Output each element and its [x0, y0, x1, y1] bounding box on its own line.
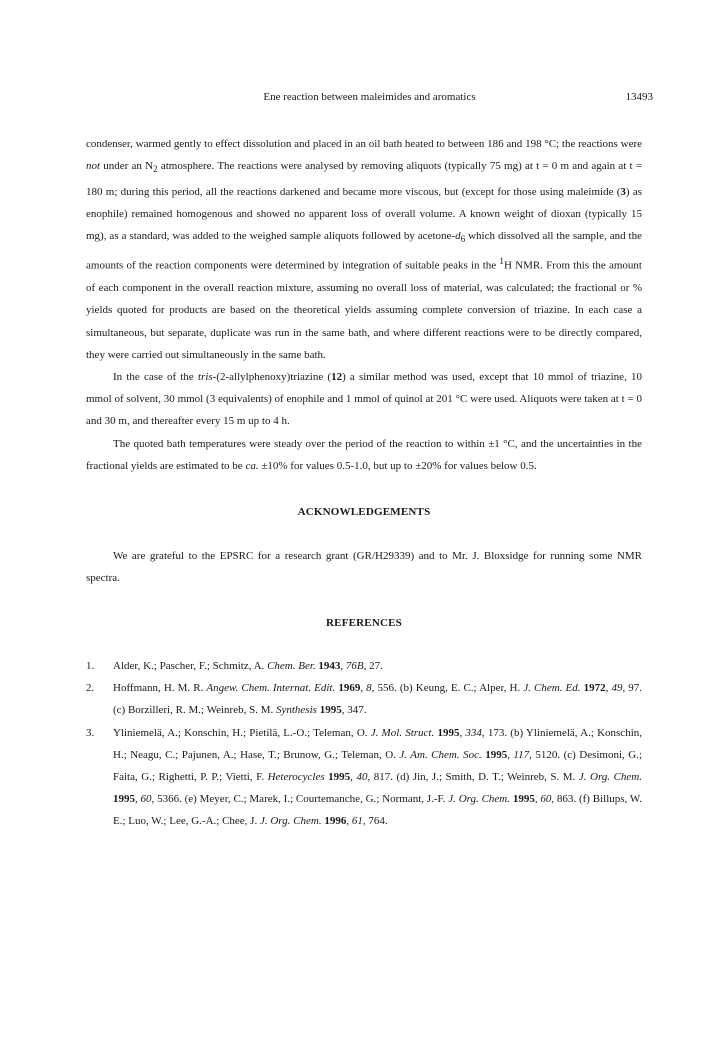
reference-item: 3. Yliniemelä, A.; Konschin, H.; Pietilä, L.-O.; Teleman, O. J. Mol. Struct. 1995, 334, 173. (b) Yliniemelä, A.; Konschin, H.; Neagu, C.; Pajunen, A.; Hase, T.; Brunow, G.; Teleman, O. J. Am. Chem. Soc. 1995, 117, 5120. (c) Desimoni, G.; Faita, G.; Righetti, P. P.; Vietti, F. Heterocycles 1995, 40, 817. (d) Jin, J.; Smith, D. T.; Weinreb, S. M. J. Org. Chem. 1995, 60, 5366. (e) Meyer, C.; Marek, I.; Courtemanche, G.; Normant, J.-F. J. Org. Chem. 1995, 60, 863. (f) Billups, W. E.; Luo, W.; Lee, G.-A.; Chee, J. J. Org. Chem. 1996, 61, 764. — [86, 726, 643, 828]
acknowledgements-heading: ACKNOWLEDGEMENTS — [297, 506, 431, 519]
running-header — [86, 91, 653, 107]
running-title: Ene reaction between maleimides and aromatics — [263, 91, 476, 103]
acknowledgements-text: We are grateful to the EPSRC for a research grant (GR/H29339) and to Mr. J. Bloxsidge for running some NMR spectra. — [86, 550, 642, 585]
page-number: 13493 — [625, 91, 653, 103]
references-heading: REFERENCES — [326, 616, 402, 629]
page-body — [86, 133, 642, 833]
reference-list — [86, 655, 642, 833]
paragraph-uncertainties: The quoted bath temperatures were steady over the period of the reaction to within ±1 °C, and the uncertainties in the fractional yields are estimated to be ca. ±10% for values 0.5-1.0, but up to ±20% for values below 0.5. — [86, 437, 642, 472]
paragraph-triazine-method: In the case of the tris-(2-allylphenoxy)triazine (12) a similar method was used, except that 10 mmol of triazine, 10 mmol of solvent, 30 mmol (3 equivalents) of enophile and 1 mmol of quinol at 201 °C were used. Aliquots were taken at t = 0 and 30 m, and thereafter every 15 m up to 4 h. — [86, 371, 642, 428]
paragraph-procedure: condenser, warmed gently to effect dissolution and placed in an oil bath heated to between 186 and 198 °C; the reactions were not under an $N_2$ atmosphere. The reactions were analysed by removing aliquots (typically 75 mg) at t = 0 m and again at t = 180 m; during this period, all the reactions darkened and became more viscous, but (except for those using maleimide (3) as enophile) remained homogenous and showed no apparent loss of overall volume. A known weight of dioxan (typically 15 mg), as a standard, was added to the weighed sample aliquots followed by acetone-$d_6$ which dissolved all the sample, and the amounts of the reaction components were determined by integration of suitable peaks in the $^1$H NMR. From this the amount of each component in the overall reaction mixture, assuming no overall loss of material, was calculated; the fractional or % yields quoted for products are based on the theoretical yields assuming complete conversion of triazine. In each case a simultaneous, but separate, duplicate was run in the same bath, and where different reactions were to be directly compared, they were carried out simultaneously in the same bath. — [86, 138, 643, 361]
reference-item: 1. Alder, K.; Pascher, F.; Schmitz, A. Chem. Ber. 1943, 76B, 27. — [86, 659, 383, 672]
reference-item: 2. Hoffmann, H. M. R. Angew. Chem. Internat. Edit. 1969, 8, 556. (b) Keung, E. C.; Alper, H. J. Chem. Ed. 1972, 49, 97. (c) Borzilleri, R. M.; Weinreb, S. M. Synthesis 1995, 347. — [86, 682, 643, 717]
